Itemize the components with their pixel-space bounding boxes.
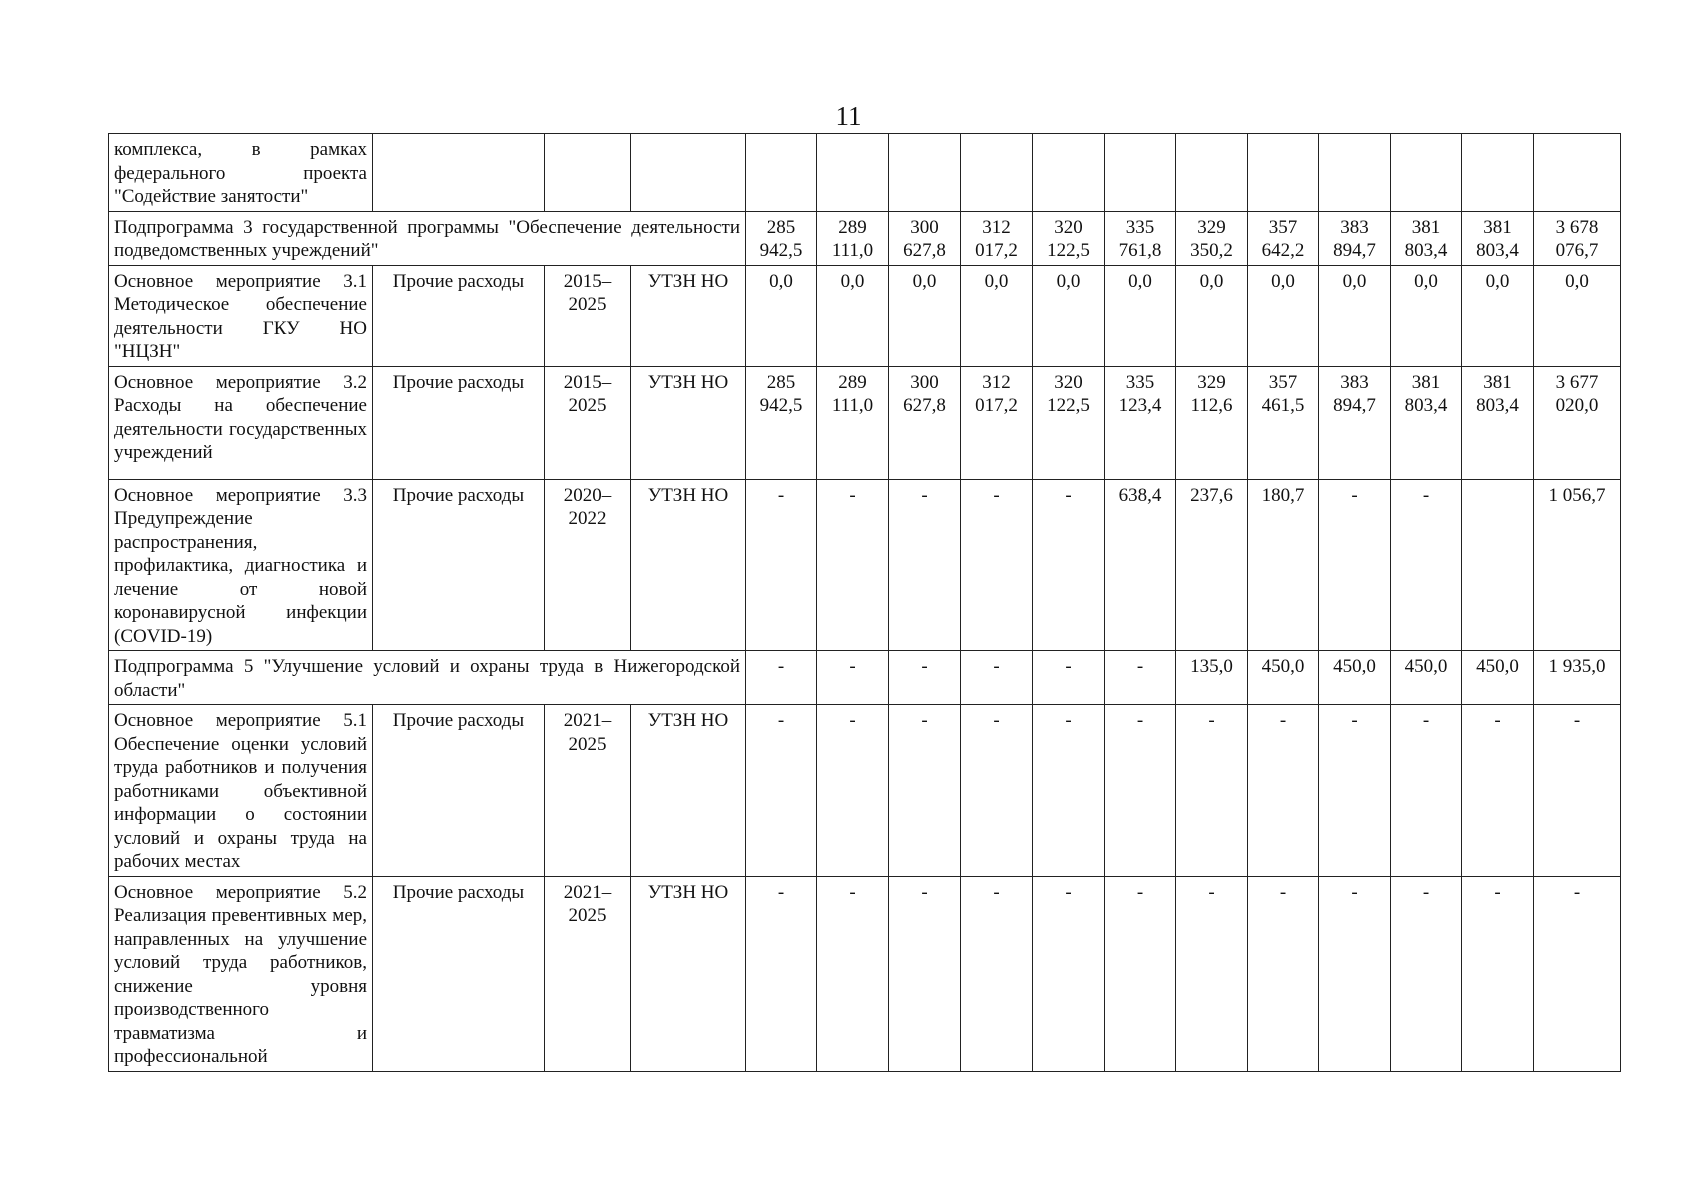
value-cell: -	[1105, 876, 1176, 1071]
value-cell	[1176, 134, 1248, 212]
executor-cell: УТЗН НО	[631, 265, 746, 366]
value-cell: -	[1391, 876, 1462, 1071]
value-cell: -	[961, 705, 1033, 877]
period-cell: 2020–2022	[545, 479, 631, 651]
value-cell: -	[1033, 479, 1105, 651]
value-cell: 289 111,0	[817, 366, 889, 479]
value-cell: 1 935,0	[1534, 651, 1621, 705]
value-cell: -	[1033, 705, 1105, 877]
period-cell: 2021–2025	[545, 705, 631, 877]
value-cell: 381 803,4	[1391, 366, 1462, 479]
expense-type-cell	[373, 134, 545, 212]
value-cell: -	[889, 479, 961, 651]
executor-cell: УТЗН НО	[631, 479, 746, 651]
value-cell: 237,6	[1176, 479, 1248, 651]
table-row	[109, 265, 1621, 366]
expense-type-cell: Прочие расходы	[373, 265, 545, 366]
value-cell: 381 803,4	[1391, 211, 1462, 265]
value-cell: 381 803,4	[1462, 366, 1534, 479]
value-cell: -	[1033, 876, 1105, 1071]
expense-type-cell: Прочие расходы	[373, 876, 545, 1071]
value-cell: 0,0	[817, 265, 889, 366]
value-cell	[1033, 134, 1105, 212]
value-cell: 383 894,7	[1319, 211, 1391, 265]
value-cell	[1248, 134, 1319, 212]
expense-type-cell: Прочие расходы	[373, 705, 545, 877]
subprogram-row	[109, 651, 1621, 705]
value-cell: -	[889, 876, 961, 1071]
measure-name-cell: комплекса, в рамках федерального проекта "Содействие занятости"	[109, 134, 373, 212]
value-cell: -	[817, 479, 889, 651]
value-cell: -	[1176, 705, 1248, 877]
value-cell: -	[1105, 705, 1176, 877]
value-cell	[1534, 134, 1621, 212]
value-cell	[746, 134, 817, 212]
value-cell: 135,0	[1176, 651, 1248, 705]
value-cell: 285 942,5	[746, 366, 817, 479]
executor-cell: УТЗН НО	[631, 366, 746, 479]
value-cell: 1 056,7	[1534, 479, 1621, 651]
subprogram-title-cell: Подпрограмма 3 государственной программы "Обеспечение деятельности подведомственных учреждений"	[109, 211, 746, 265]
value-cell: 450,0	[1462, 651, 1534, 705]
value-cell: 0,0	[1248, 265, 1319, 366]
executor-cell	[631, 134, 746, 212]
value-cell: -	[1248, 876, 1319, 1071]
value-cell: 285 942,5	[746, 211, 817, 265]
value-cell: 0,0	[1462, 265, 1534, 366]
value-cell: 312 017,2	[961, 211, 1033, 265]
expense-type-cell: Прочие расходы	[373, 479, 545, 651]
value-cell: -	[746, 876, 817, 1071]
value-cell: -	[817, 705, 889, 877]
value-cell: 0,0	[1105, 265, 1176, 366]
value-cell: 450,0	[1391, 651, 1462, 705]
value-cell: 329 112,6	[1176, 366, 1248, 479]
executor-cell: УТЗН НО	[631, 876, 746, 1071]
value-cell: 0,0	[1176, 265, 1248, 366]
value-cell: 450,0	[1319, 651, 1391, 705]
value-cell: -	[746, 651, 817, 705]
value-cell: -	[889, 705, 961, 877]
value-cell	[1391, 134, 1462, 212]
value-cell: -	[1319, 479, 1391, 651]
value-cell	[817, 134, 889, 212]
value-cell: -	[1391, 479, 1462, 651]
subprogram-row	[109, 211, 1621, 265]
page-number: 11	[835, 101, 862, 131]
value-cell: -	[1176, 876, 1248, 1071]
value-cell: 0,0	[889, 265, 961, 366]
value-cell: -	[1534, 705, 1621, 877]
value-cell: 300 627,8	[889, 211, 961, 265]
period-cell: 2015–2025	[545, 366, 631, 479]
value-cell: -	[1391, 705, 1462, 877]
value-cell: 300 627,8	[889, 366, 961, 479]
value-cell: 383 894,7	[1319, 366, 1391, 479]
period-cell	[545, 134, 631, 212]
value-cell: 0,0	[961, 265, 1033, 366]
value-cell: -	[1319, 876, 1391, 1071]
value-cell: -	[1462, 876, 1534, 1071]
value-cell: -	[817, 651, 889, 705]
value-cell: 0,0	[1391, 265, 1462, 366]
value-cell: 289 111,0	[817, 211, 889, 265]
value-cell	[1319, 134, 1391, 212]
expense-type-cell: Прочие расходы	[373, 366, 545, 479]
period-cell: 2015–2025	[545, 265, 631, 366]
value-cell: -	[1105, 651, 1176, 705]
value-cell: -	[746, 705, 817, 877]
table-body	[109, 134, 1621, 1072]
measure-name-cell: Основное мероприятие 3.2 Расходы на обеспечение деятельности государственных учреждений	[109, 366, 373, 479]
measure-name-cell: Основное мероприятие 5.1 Обеспечение оценки условий труда работников и получения работниками объективной информации о состоянии условий и охраны труда на рабочих местах	[109, 705, 373, 877]
value-cell: -	[889, 651, 961, 705]
value-cell: -	[1248, 705, 1319, 877]
value-cell: -	[961, 479, 1033, 651]
table-row	[109, 366, 1621, 479]
value-cell: 0,0	[1033, 265, 1105, 366]
value-cell	[1462, 479, 1534, 651]
table-row	[109, 134, 1621, 212]
value-cell: -	[746, 479, 817, 651]
value-cell: 3 678 076,7	[1534, 211, 1621, 265]
value-cell: 3 677 020,0	[1534, 366, 1621, 479]
value-cell	[1105, 134, 1176, 212]
value-cell: -	[1033, 651, 1105, 705]
table-row	[109, 876, 1621, 1071]
measure-name-cell: Основное мероприятие 5.2 Реализация превентивных мер, направленных на улучшение условий труда работников, снижение уровня производственного травматизма и профессиональной	[109, 876, 373, 1071]
value-cell: 320 122,5	[1033, 211, 1105, 265]
value-cell: -	[1319, 705, 1391, 877]
value-cell: 180,7	[1248, 479, 1319, 651]
value-cell: -	[817, 876, 889, 1071]
budget-table	[108, 133, 1621, 1072]
value-cell: 320 122,5	[1033, 366, 1105, 479]
value-cell: 450,0	[1248, 651, 1319, 705]
value-cell: -	[961, 651, 1033, 705]
value-cell: -	[1534, 876, 1621, 1071]
value-cell: 638,4	[1105, 479, 1176, 651]
table-row	[109, 479, 1621, 651]
value-cell: 312 017,2	[961, 366, 1033, 479]
value-cell: 0,0	[1319, 265, 1391, 366]
value-cell: 0,0	[1534, 265, 1621, 366]
value-cell	[889, 134, 961, 212]
value-cell: 0,0	[746, 265, 817, 366]
value-cell: -	[1462, 705, 1534, 877]
value-cell	[961, 134, 1033, 212]
value-cell: -	[961, 876, 1033, 1071]
value-cell: 357 461,5	[1248, 366, 1319, 479]
value-cell: 381 803,4	[1462, 211, 1534, 265]
value-cell: 329 350,2	[1176, 211, 1248, 265]
executor-cell: УТЗН НО	[631, 705, 746, 877]
period-cell: 2021–2025	[545, 876, 631, 1071]
subprogram-title-cell: Подпрограмма 5 "Улучшение условий и охраны труда в Нижегородской области"	[109, 651, 746, 705]
value-cell: 357 642,2	[1248, 211, 1319, 265]
value-cell: 335 761,8	[1105, 211, 1176, 265]
measure-name-cell: Основное мероприятие 3.3 Предупреждение распространения, профилактика, диагностика и лечение от новой коронавирусной инфекции (COVID-19)	[109, 479, 373, 651]
value-cell: 335 123,4	[1105, 366, 1176, 479]
measure-name-cell: Основное мероприятие 3.1 Методическое обеспечение деятельности ГКУ НО "НЦЗН"	[109, 265, 373, 366]
table-row	[109, 705, 1621, 877]
value-cell	[1462, 134, 1534, 212]
